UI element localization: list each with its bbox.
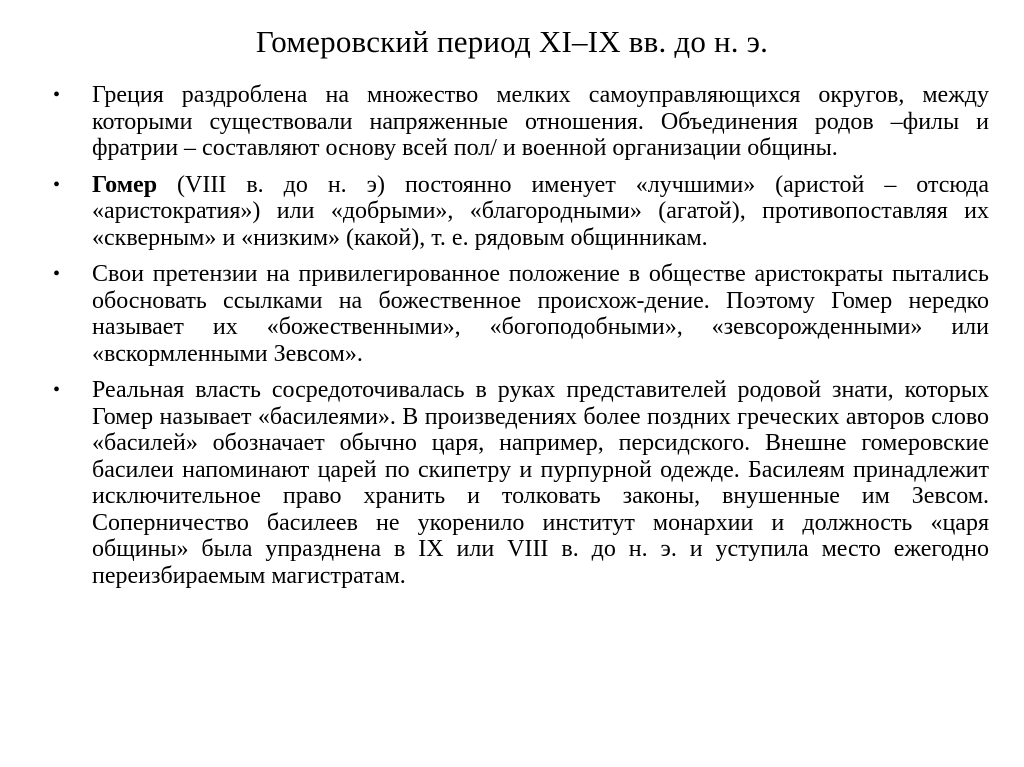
bullet-icon: • bbox=[53, 84, 61, 106]
slide-title: Гомеровский период XI–IX вв. до н. э. bbox=[255, 24, 769, 59]
bullet-text bbox=[92, 261, 989, 367]
bullet-text-body: Свои претензии на привилегированное положение в обществе аристократы пытались обосновать ссылками на божественное происхож-дение. Поэтому Гомер нередко называет их «божественными», «богоподобными», «зевсорожденными» или «вскормленными Зевсом». bbox=[92, 261, 989, 367]
bullet-item-3 bbox=[51, 261, 989, 367]
bullet-icon: • bbox=[53, 263, 61, 285]
bullet-item-4 bbox=[51, 377, 989, 589]
bullet-text-body: Реальная власть сосредоточивалась в руках представителей родовой знати, которых Гомер называет «басилеями». В произведениях более поздних греческих авторов слово «басилей» обозначает обычно царя, например, персидского. Внешне гомеровские басилеи напоминают царей по скипетру и пурпурной одежде. Басилеям принадлежит исключительное право хранить и толковать законы, внушенные им Зевсом. Соперничество басилеев не укоренило институт монархии и должность «царя общины» была упразднена в IX или VIII в. до н. э. и уступила место ежегодно переизбираемым магистратам. bbox=[92, 377, 989, 589]
bullet-item-1 bbox=[51, 82, 989, 162]
bullet-text bbox=[92, 82, 989, 161]
bullet-text bbox=[92, 172, 989, 251]
bullet-text bbox=[92, 377, 989, 589]
bullet-icon: • bbox=[53, 173, 61, 196]
bullet-text-body: Греция раздроблена на множество мелких самоуправляющихся округов, между которыми существовали напряженные отношения. Объединения родов –филы и фратрии – составляют основу всей пол/ и военной организации общины. bbox=[92, 82, 989, 161]
bullet-item-2 bbox=[51, 172, 989, 252]
bullet-text-bold: Гомер bbox=[92, 171, 158, 198]
bullet-list bbox=[51, 82, 989, 599]
bullet-text-body: (VIII в. до н. э) постоянно именует «лучшими» (аристой – отсюда «аристократия») или «добрыми», «благородными» (агатой), противопоставляя их «скверным» и «низким» (какой), т. е. рядовым общинникам. bbox=[92, 171, 989, 251]
bullet-icon: • bbox=[53, 379, 61, 401]
